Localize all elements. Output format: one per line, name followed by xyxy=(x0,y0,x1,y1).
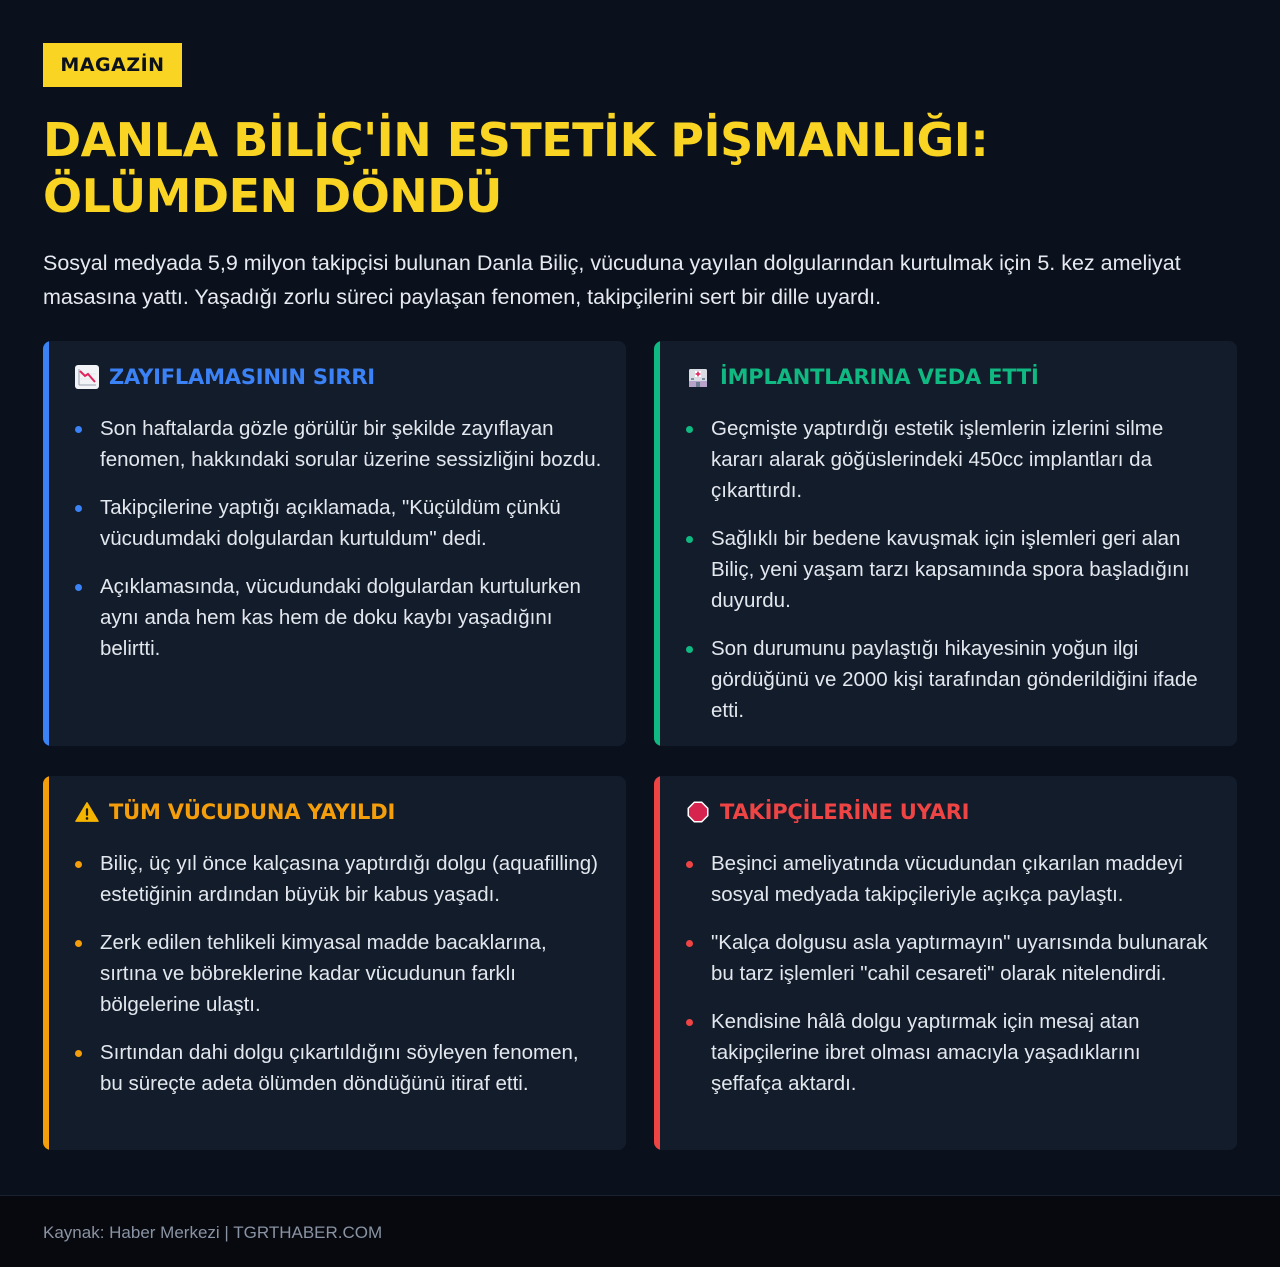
card-header xyxy=(75,800,395,824)
card-title: ZAYIFLAMASININ SIRRI xyxy=(109,365,375,389)
list-item: Sağlıklı bir bedene kavuşmak için işlemleri geri alan Biliç, yeni yaşam tarzı kapsamında spora başladığını duyurdu. xyxy=(686,523,1216,616)
card-header xyxy=(686,800,969,824)
source-credit: Kaynak: Haber Merkezi | TGRTHABER.COM xyxy=(43,1223,383,1242)
list-item: Biliç, üç yıl önce kalçasına yaptırdığı dolgu (aquafilling) estetiğinin ardından büyük bir kabus yaşadı. xyxy=(75,848,605,910)
list-item: Son haftalarda gözle görülür bir şekilde zayıflayan fenomen, hakkındaki sorular üzerine sessizliğini bozdu. xyxy=(75,413,605,475)
lead-paragraph: Sosyal medyada 5,9 milyon takipçisi bulunan Danla Biliç, vücuduna yayılan dolgularından kurtulmak için 5. kez ameliyat masasına yattı. Yaşadığı zorlu süreci paylaşan fenomen, takipçilerini sert bir dille uyardı. xyxy=(43,251,1181,309)
card-title: İMPLANTLARINA VEDA ETTİ xyxy=(720,365,1039,389)
card-implants xyxy=(654,341,1237,746)
list-item: Geçmişte yaptırdığı estetik işlemlerin izlerini silme kararı alarak göğüslerindeki 450cc implantları da çıkarttırdı. xyxy=(686,413,1216,506)
card-list xyxy=(686,848,1216,1116)
stop-sign-icon xyxy=(686,800,710,824)
list-item: Zerk edilen tehlikeli kimyasal madde bacaklarına, sırtına ve böbreklerine kadar vücudunun farklı bölgelerine ulaştı. xyxy=(75,927,605,1020)
card-weight-loss xyxy=(43,341,626,746)
list-item: Beşinci ameliyatında vücudundan çıkarılan maddeyi sosyal medyada takipçileriyle açıkça paylaştı. xyxy=(686,848,1216,910)
hospital-icon xyxy=(686,365,710,389)
card-list xyxy=(686,413,1216,743)
list-item: Takipçilerine yaptığı açıklamada, "Küçüldüm çünkü vücudumdaki dolgulardan kurtuldum" dedi. xyxy=(75,492,605,554)
card-header xyxy=(75,365,375,389)
list-item: Son durumunu paylaştığı hikayesinin yoğun ilgi gördüğünü ve 2000 kişi tarafından gönderildiğini ifade etti. xyxy=(686,633,1216,726)
list-item: Kendisine hâlâ dolgu yaptırmak için mesaj atan takipçilerine ibret olması amacıyla yaşadıklarını şeffafça aktardı. xyxy=(686,1006,1216,1099)
card-title: TAKİPÇİLERİNE UYARI xyxy=(720,800,970,824)
list-item: Açıklamasında, vücudundaki dolgulardan kurtulurken aynı anda hem kas hem de doku kaybı yaşadığını belirtti. xyxy=(75,571,605,664)
list-item: "Kalça dolgusu asla yaptırmayın" uyarısında bulunarak bu tarz işlemleri "cahil cesareti" olarak nitelendirdi. xyxy=(686,927,1216,989)
card-list xyxy=(75,413,605,681)
card-warning xyxy=(654,776,1237,1150)
footer xyxy=(0,1195,1280,1267)
card-list xyxy=(75,848,605,1116)
card-title: TÜM VÜCUDUNA YAYILDI xyxy=(109,800,396,824)
warning-icon xyxy=(75,800,99,824)
headline: DANLA BİLİÇ'İN ESTETİK PİŞMANLIĞI: ÖLÜMDEN DÖNDÜ xyxy=(43,113,989,223)
category-badge: MAGAZİN xyxy=(43,43,182,87)
card-header xyxy=(686,365,1039,389)
list-item: Sırtından dahi dolgu çıkartıldığını söyleyen fenomen, bu süreçte adeta ölümden döndüğünü itiraf etti. xyxy=(75,1037,605,1099)
card-spread xyxy=(43,776,626,1150)
chart-decreasing-icon xyxy=(75,365,99,389)
